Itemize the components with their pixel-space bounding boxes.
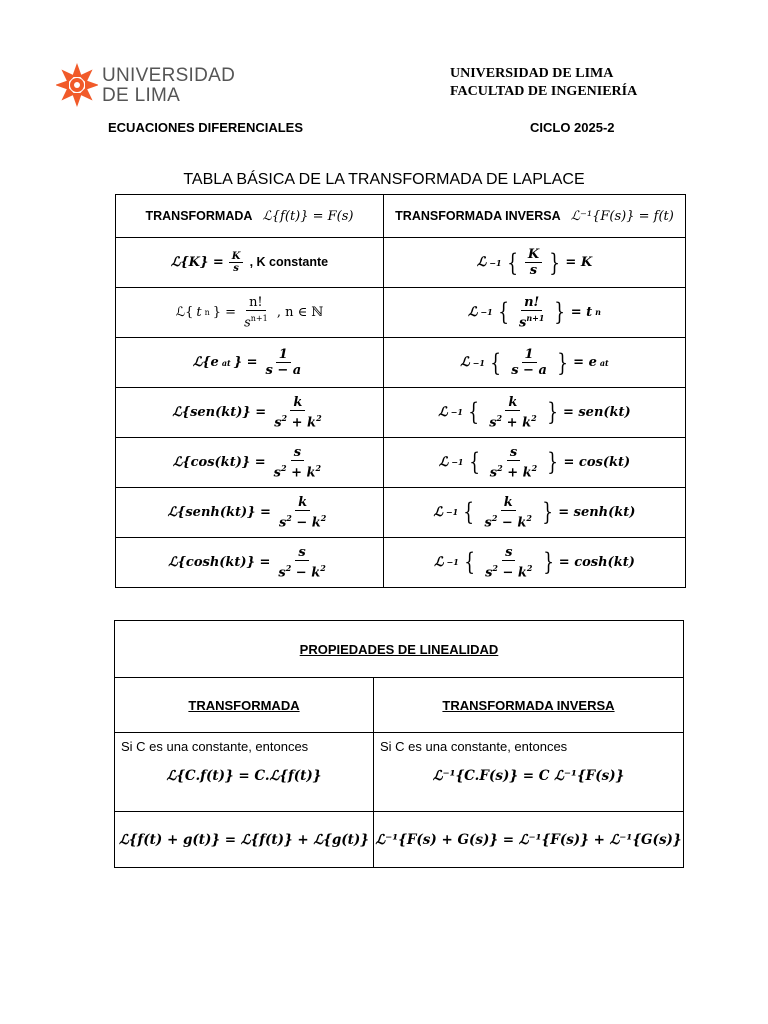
- laplace-table: [115, 194, 686, 588]
- formula-sine: ℒ{sen(kt)} = $\frac{k}{s^2 + k^2}$: [116, 388, 384, 438]
- cycle-label: CICLO 2025-2: [530, 120, 615, 135]
- course-name: ECUACIONES DIFERENCIALES: [108, 120, 304, 135]
- linearity-constant-left: Si C es una constante, entonces ℒ{C.f(t)} = C.ℒ{f(t)}: [115, 733, 374, 812]
- table-row: [116, 538, 686, 588]
- table-row: [116, 438, 686, 488]
- inverse-power: ℒ −1 { $\frac{n!}{s^{n+1}}$ } = t n: [384, 288, 686, 338]
- linearity-sum-left: ℒ{f(t) + g(t)} = ℒ{f(t)} + ℒ{g(t)}: [115, 812, 374, 868]
- institution-block: [450, 65, 637, 101]
- inverse-constant: ℒ −1 { $\frac{K}{s}$ } = K: [384, 238, 686, 288]
- linearity-header-inverse: TRANSFORMADA INVERSA: [374, 678, 684, 733]
- inverse-cosine: ℒ −1 { $\frac{s}{s^2 + k^2}$ } = cos(kt): [384, 438, 686, 488]
- starburst-logo-icon: [56, 62, 98, 108]
- faculty-name: FACULTAD DE INGENIERÍA: [450, 84, 638, 99]
- linearity-title: PROPIEDADES DE LINEALIDAD: [115, 621, 684, 678]
- linearity-table: [114, 620, 684, 868]
- formula-power: ℒ{ t n } = $\frac{n!}{s^{n+1}}$ , n ∈ ℕ: [116, 288, 384, 338]
- table-row: [116, 488, 686, 538]
- formula-constant: ℒ{K} = $\frac{K}{s}$ , K constante: [116, 238, 384, 288]
- inverse-hyperbolic-sine: ℒ −1 { $\frac{k}{s^2 - k^2}$ } = senh(kt): [384, 488, 686, 538]
- table-row: [116, 388, 686, 438]
- formula-hyperbolic-sine: ℒ{senh(kt)} = $\frac{k}{s^2 - k^2}$: [116, 488, 384, 538]
- table-row: [115, 812, 684, 868]
- page-title: TABLA BÁSICA DE LA TRANSFORMADA DE LAPLACE: [183, 171, 585, 188]
- table-row: [116, 288, 686, 338]
- formula-exponential: ℒ{e at } = $\frac{1}{s - a}$: [116, 338, 384, 388]
- header-inverse: TRANSFORMADA INVERSA ℒ⁻¹{F(s)} = f(t): [384, 195, 686, 238]
- inverse-sine: ℒ −1 { $\frac{k}{s^2 + k^2}$ } = sen(kt): [384, 388, 686, 438]
- table-row: [115, 678, 684, 733]
- table-row: [115, 621, 684, 678]
- university-name: UNIVERSIDAD DE LIMA: [450, 66, 614, 81]
- table-row: [116, 238, 686, 288]
- table-header-row: [116, 195, 686, 238]
- inverse-hyperbolic-cosine: ℒ −1 { $\frac{s}{s^2 - k^2}$ } = cosh(kt): [384, 538, 686, 588]
- linearity-header-transform: TRANSFORMADA: [115, 678, 374, 733]
- inverse-exponential: ℒ −1 { $\frac{1}{s - a}$ } = e at: [384, 338, 686, 388]
- header-transform: TRANSFORMADA ℒ{f(t)} = F(s): [116, 195, 384, 238]
- formula-hyperbolic-cosine: ℒ{cosh(kt)} = $\frac{s}{s^2 - k^2}$: [116, 538, 384, 588]
- linearity-sum-right: ℒ⁻¹{F(s) + G(s)} = ℒ⁻¹{F(s)} + ℒ⁻¹{G(s)}: [374, 812, 684, 868]
- linearity-constant-right: Si C es una constante, entonces ℒ⁻¹{C.F(s)} = C ℒ⁻¹{F(s)}: [374, 733, 684, 812]
- logo-text: UNIVERSIDAD DE LIMA: [102, 65, 236, 106]
- table-row: [116, 338, 686, 388]
- formula-cosine: ℒ{cos(kt)} = $\frac{s}{s^2 + k^2}$: [116, 438, 384, 488]
- table-row: [115, 733, 684, 812]
- university-logo: [56, 62, 236, 110]
